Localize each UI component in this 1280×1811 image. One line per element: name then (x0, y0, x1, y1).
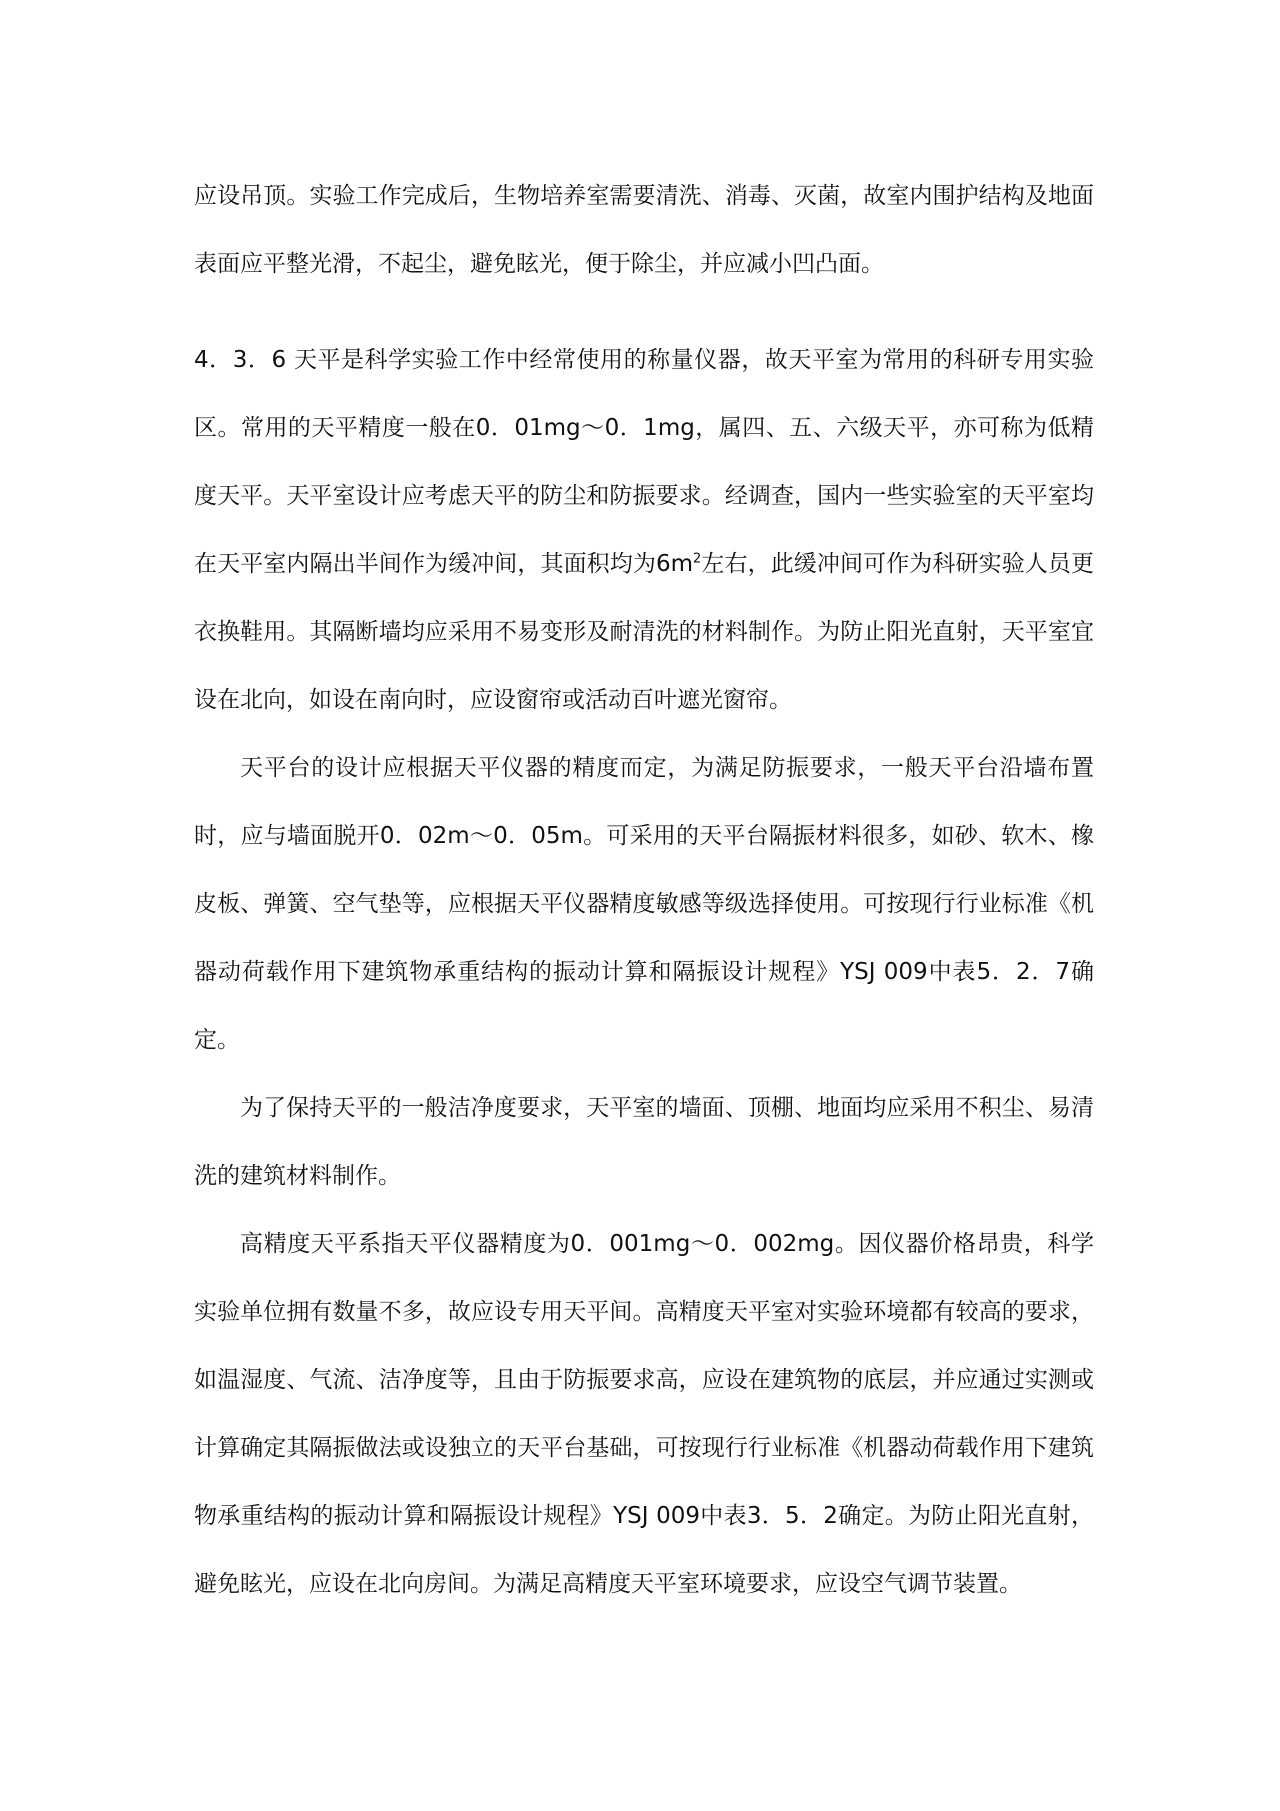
paragraph-lab-finish: 应设吊顶。实验工作完成后，生物培养室需要清洗、消毒、灭菌，故室内围护结构及地面表面应平整光滑，不起尘，避免眩光，便于除尘，并应减小凹凸面。 (194, 183, 1094, 277)
document-body (194, 162, 1094, 1618)
paragraph-balance-room-text-1: 4．3．6 天平是科学实验工作中经常使用的称量仪器，故天平室为常用的科研专用实验区。常用的天平精度一般在0．01mg～0．1mg，属四、五、六级天平，亦可称为低精度天平。天平室设计应考虑天平的防尘和防振要求。经调查，国内一些实验室的天平室均在天平室内隔出半间作为缓冲间，其面积均为6m (194, 347, 1094, 577)
paragraph-balance-table: 天平台的设计应根据天平仪器的精度而定，为满足防振要求，一般天平台沿墙布置时，应与墙面脱开0．02m～0．05m。可采用的天平台隔振材料很多，如砂、软木、橡皮板、弹簧、空气垫等，应根据天平仪器精度敏感等级选择使用。可按现行行业标准《机器动荷载作用下建筑物承重结构的振动计算和隔振设计规程》YSJ 009中表5．2．7确定。 (194, 755, 1094, 1053)
section-spacer (194, 298, 1094, 326)
paragraph-balance-room-text-2: 左右，此缓冲间可作为科研实验人员更衣换鞋用。其隔断墙均应采用不易变形及耐清洗的材料制作。为防止阳光直射，天平室宜设在北向，如设在南向时，应设窗帘或活动百叶遮光窗帘。 (194, 551, 1094, 713)
paragraph-balance-room (194, 326, 1094, 734)
superscript-square: 2 (693, 551, 702, 567)
paragraph-high-precision: 高精度天平系指天平仪器精度为0．001mg～0．002mg。因仪器价格昂贵，科学实验单位拥有数量不多，故应设专用天平间。高精度天平室对实验环境都有较高的要求，如温湿度、气流、洁净度等，且由于防振要求高，应设在建筑物的底层，并应通过实测或计算确定其隔振做法或设独立的天平台基础，可按现行行业标准《机器动荷载作用下建筑物承重结构的振动计算和隔振设计规程》YSJ 009中表3．5．2确定。为防止阳光直射，避免眩光，应设在北向房间。为满足高精度天平室环境要求，应设空气调节装置。 (194, 1231, 1094, 1597)
paragraph-cleanliness: 为了保持天平的一般洁净度要求，天平室的墙面、顶棚、地面均应采用不积尘、易清洗的建筑材料制作。 (194, 1095, 1094, 1189)
